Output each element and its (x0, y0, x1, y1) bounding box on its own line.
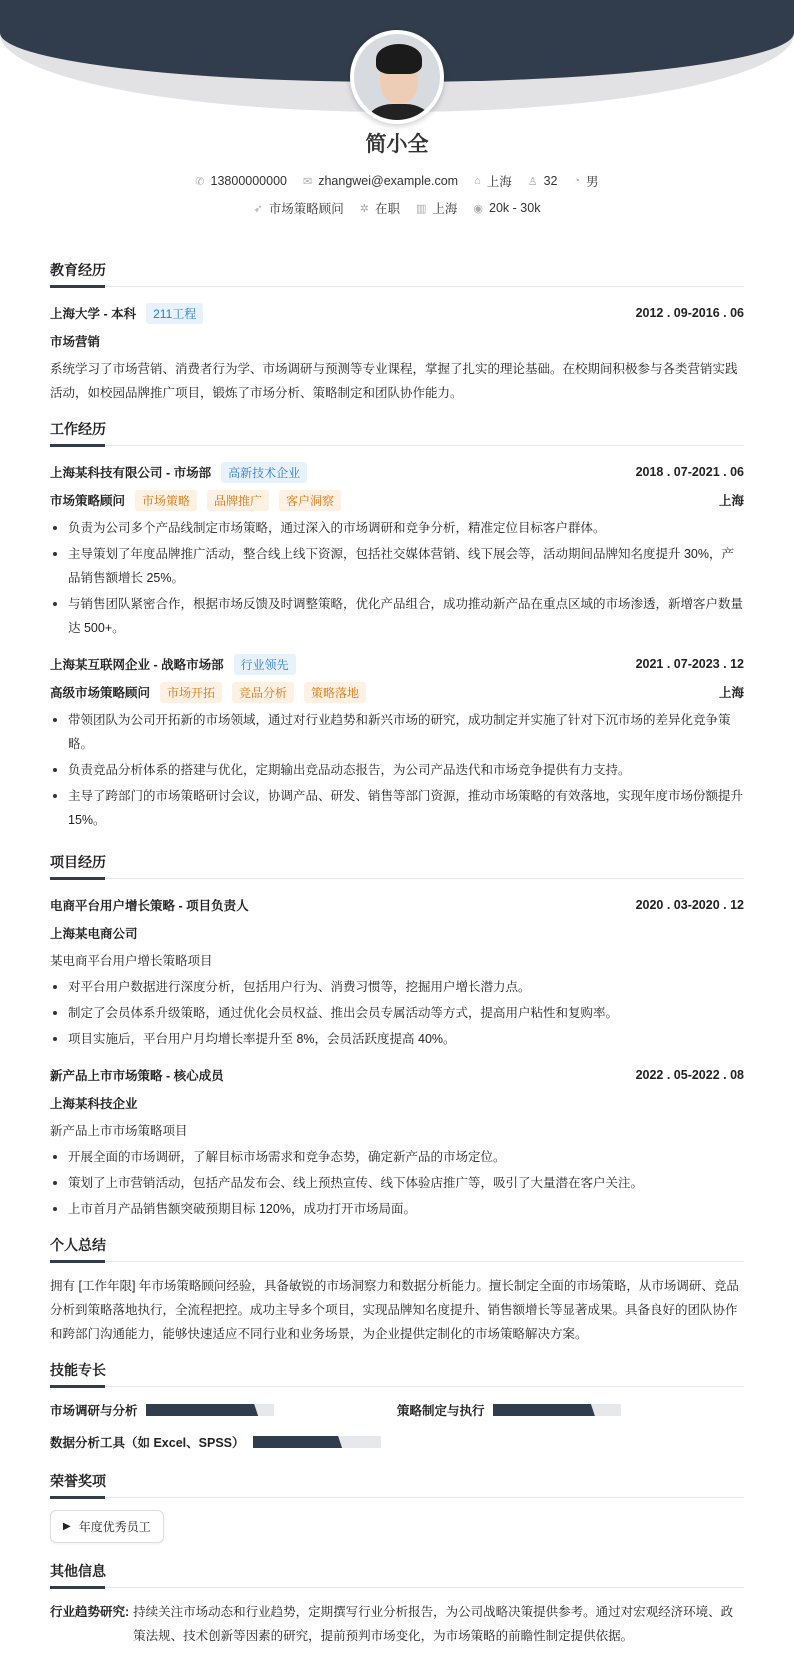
project-date: 2020 . 03-2020 . 12 (635, 898, 744, 912)
avatar (350, 30, 444, 124)
project-desc: 某电商平台用户增长策略项目 (50, 954, 213, 968)
contact-item (303, 172, 458, 190)
age-icon: ♙ (527, 175, 538, 188)
skill-item (50, 1399, 397, 1421)
skill-tag: 市场策略 (135, 490, 197, 511)
other-text: 持续关注市场动态和行业趋势，定期撰写行业分析报告，为公司战略决策提供参考。通过对宏观经济环境、政策法规、技术创新等因素的研究，提前预判市场变化，为市场策略的前瞻性制定提供依据。 (133, 1605, 734, 1643)
contact-text: 32 (543, 174, 558, 188)
contact-item (574, 172, 599, 190)
skills-section (50, 1360, 744, 1453)
award-item[interactable] (50, 1510, 164, 1543)
contact-text: 在职 (374, 202, 400, 216)
candidate-name: 简小全 (365, 133, 429, 156)
play-icon: ▶ (63, 1521, 71, 1532)
section-title: 荣誉奖项 (50, 1473, 106, 1489)
building-icon: ▥ (416, 202, 427, 215)
project-entry (50, 891, 744, 1051)
job-intent-row (0, 199, 794, 217)
company: 上海某科技有限公司 - 市场部 (50, 466, 212, 480)
skill-bar-fill (146, 1404, 259, 1416)
mail-icon: ✉ (303, 175, 313, 188)
skill-name: 策略制定与执行 (397, 1404, 485, 1418)
job-date: 2021 . 07-2023 . 12 (635, 657, 744, 671)
company-tag: 高新技术企业 (221, 462, 307, 483)
job-date: 2018 . 07-2021 . 06 (635, 465, 744, 479)
skill-bar (253, 1436, 381, 1448)
job-city: 上海 (718, 686, 744, 700)
status-icon: ✲ (359, 202, 369, 215)
section-title: 其他信息 (50, 1563, 106, 1579)
salary-icon: ◉ (473, 202, 484, 215)
job-entry (50, 458, 744, 640)
education-section (50, 260, 744, 405)
bullet-item: 负责竞品分析体系的搭建与优化，定期输出竞品动态报告，为公司产品迭代和市场竞争提供有力支持。 (50, 758, 744, 782)
contact-item (416, 199, 457, 217)
contact-item (360, 199, 400, 217)
awards-section (50, 1471, 744, 1543)
work-section (50, 419, 744, 832)
project-desc: 新产品上市市场策略项目 (50, 1124, 188, 1138)
contact-text: 20k - 30k (489, 201, 541, 215)
project-entry (50, 1061, 744, 1221)
job-role: 高级市场策略顾问 (50, 686, 151, 700)
bullet-item: 上市首月产品销售额突破预期目标 120%，成功打开市场局面。 (50, 1197, 744, 1221)
school-name: 上海大学 - 本科 (50, 307, 137, 321)
bullet-item: 带领团队为公司开拓新的市场领域，通过对行业趋势和新兴市场的研究，成功制定并实施了针对下沉市场的差异化竞争策略。 (50, 708, 744, 756)
contact-text: 男 (586, 175, 599, 189)
contact-text: 市场策略顾问 (268, 202, 344, 216)
contact-text: zhangwei@example.com (318, 174, 459, 188)
contact-item (528, 172, 558, 190)
skill-name: 数据分析工具（如 Excel、SPSS） (50, 1436, 245, 1450)
major: 市场营销 (50, 335, 101, 349)
skill-bar-fill (253, 1436, 343, 1448)
project-org: 上海某电商公司 (50, 927, 138, 941)
project-name: 电商平台用户增长策略 - 项目负责人 (50, 899, 249, 913)
edu-desc: 系统学习了市场营销、消费者行为学、市场调研与预测等专业课程，掌握了扎实的理论基础。在校期间积极参与各类营销实践活动，如校园品牌推广项目，锻炼了市场分析、策略制定和团队协作能力。 (50, 362, 738, 400)
bullet-item: 项目实施后，平台用户月均增长率提升至 8%，会员活跃度提高 40%。 (50, 1027, 744, 1051)
skill-name: 市场调研与分析 (50, 1404, 138, 1418)
bullet-item: 主导策划了年度品牌推广活动，整合线上线下资源，包括社交媒体营销、线下展会等，活动期间品牌知名度提升 30%，产品销售额增长 25%。 (50, 542, 744, 590)
section-title: 技能专长 (50, 1362, 106, 1378)
contact-item (474, 172, 512, 190)
skill-tag: 竞品分析 (232, 682, 294, 703)
award-label: 年度优秀员工 (78, 1520, 151, 1534)
bullet-item: 负责为公司多个产品线制定市场策略，通过深入的市场调研和竞争分析，精准定位目标客户群体。 (50, 516, 744, 540)
skill-tag: 品牌推广 (207, 490, 269, 511)
gender-icon: ◔ (573, 175, 581, 187)
contact-item (254, 199, 344, 217)
project-date: 2022 . 05-2022 . 08 (635, 1068, 744, 1082)
contact-text: 上海 (432, 202, 458, 216)
skill-tag: 策略落地 (304, 682, 366, 703)
send-icon: ➶ (253, 202, 263, 215)
project-section (50, 852, 744, 1221)
skill-item (397, 1399, 744, 1421)
section-title: 教育经历 (50, 262, 106, 278)
contact-item (195, 172, 287, 190)
bullet-item: 策划了上市营销活动，包括产品发布会、线上预热宣传、线下体验店推广等，吸引了大量潜在客户关注。 (50, 1171, 744, 1195)
contact-row (0, 172, 794, 190)
school-tag: 211工程 (146, 303, 203, 324)
skill-bar (146, 1404, 274, 1416)
job-role: 市场策略顾问 (50, 494, 126, 508)
project-name: 新产品上市市场策略 - 核心成员 (50, 1069, 224, 1083)
phone-icon: ✆ (195, 175, 205, 188)
skill-bar-fill (493, 1404, 595, 1416)
other-label: 行业趋势研究: (50, 1605, 130, 1619)
skill-bar (493, 1404, 621, 1416)
bullet-item: 主导了跨部门的市场策略研讨会议，协调产品、研发、销售等部门资源，推动市场策略的有效落地，实现年度市场份额提升 15%。 (50, 784, 744, 832)
company-tag: 行业领先 (234, 654, 296, 675)
skill-tag: 市场开拓 (160, 682, 222, 703)
summary-section (50, 1235, 744, 1346)
contact-item (473, 199, 540, 217)
contact-text: 上海 (486, 175, 512, 189)
edu-date: 2012 . 09-2016 . 06 (635, 306, 744, 320)
job-city: 上海 (718, 494, 744, 508)
resume-body (50, 246, 744, 1648)
skill-item (50, 1431, 397, 1453)
skill-tag: 客户洞察 (279, 490, 341, 511)
contact-text: 13800000000 (210, 174, 287, 188)
other-section (50, 1561, 744, 1648)
company: 上海某互联网企业 - 战略市场部 (50, 658, 224, 672)
bullet-item: 对平台用户数据进行深度分析，包括用户行为、消费习惯等，挖掘用户增长潜力点。 (50, 975, 744, 999)
bullet-item: 开展全面的市场调研，了解目标市场需求和竞争态势，确定新产品的市场定位。 (50, 1145, 744, 1169)
bullet-item: 与销售团队紧密合作，根据市场反馈及时调整策略，优化产品组合，成功推动新产品在重点区域的市场渗透，新增客户数量达 500+。 (50, 592, 744, 640)
summary-text: 拥有 [工作年限] 年市场策略顾问经验，具备敏锐的市场洞察力和数据分析能力。擅长制定全面的市场策略，从市场调研、竞品分析到策略落地执行，全流程把控。成功主导多个项目，实现品牌知名度提升、销售额增长等显著成果。具备良好的团队协作和跨部门沟通能力，能够快速适应不同行业和业务场景，为企业提供定制化的市场策略解决方案。 (50, 1279, 739, 1341)
home-icon: ⌂ (474, 175, 481, 187)
section-title: 工作经历 (50, 421, 106, 437)
bullet-item: 制定了会员体系升级策略，通过优化会员权益、推出会员专属活动等方式，提高用户粘性和复购率。 (50, 1001, 744, 1025)
section-title: 项目经历 (50, 854, 106, 870)
project-org: 上海某科技企业 (50, 1097, 138, 1111)
job-entry (50, 650, 744, 832)
section-title: 个人总结 (50, 1237, 106, 1253)
